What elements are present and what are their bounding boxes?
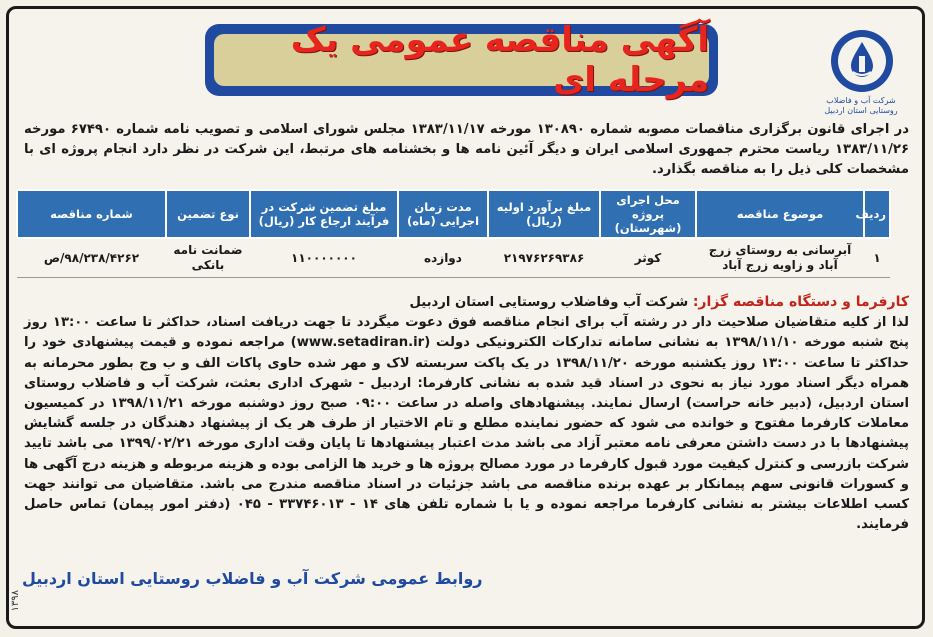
table-header-row [17, 190, 890, 238]
side-reference: ۱۳۹۸ [10, 590, 21, 612]
cell-guarantee-amount: ۱۱۰۰۰۰۰۰۰ [250, 238, 398, 278]
employer-section [24, 292, 909, 535]
col-header-location: محل اجرای پروژه (شهرستان) [600, 190, 696, 238]
col-header-tender-number: شماره مناقصه [17, 190, 166, 238]
col-header-row-number: ردیف [864, 190, 890, 238]
page-title: آگهی مناقصه عمومی یک مرحله ای [290, 20, 709, 100]
col-header-guarantee-amount: مبلغ تضمین شرکت در فرآیند ارجاع کار (ریال) [250, 190, 398, 238]
cell-location: کوثر [600, 238, 696, 278]
cell-guarantee-type: ضمانت نامه بانکی [166, 238, 250, 278]
table-row [17, 238, 890, 278]
logo-caption [811, 96, 911, 116]
employer-name: شرکت آب وفاضلاب روستایی استان اردبیل [409, 295, 689, 310]
logo-caption-line1: شرکت آب و فاضلاب [826, 96, 896, 105]
public-relations-footer: روابط عمومی شرکت آب و فاضلاب روستایی استان اردبیل [22, 569, 483, 588]
title-banner-inner [214, 20, 709, 100]
employer-heading [24, 292, 909, 313]
col-header-guarantee-type: نوع تضمین [166, 190, 250, 238]
col-header-subject: موضوع مناقصه [696, 190, 864, 238]
intro-paragraph: در اجرای قانون برگزاری مناقصات مصوبه شماره ۱۳۰۸۹۰ مورخه ۱۳۸۳/۱۱/۱۷ مجلس شورای اسلامی و تصویب نامه شماره ۶۷۴۹۰ مورخه ۱۳۸۳/۱۱/۲۶ ریاست محترم جمهوری اسلامی ایران و دیگر آئین نامه ها و بخشنامه های مرتبط، این شرکت در نظر دارد انجام پروژه ای با مشخصات کلی ذیل را به مناقصه بگذارد. [24, 122, 910, 177]
cell-tender-number: ۹۸/۲۳۸/۴۲۶۲/ص [17, 238, 166, 278]
cell-row-number: ۱ [864, 238, 890, 278]
employer-body: لذا از کلیه متقاضیان صلاحیت دار در رشته آب برای انجام مناقصه فوق دعوت میگردد تا جهت دریافت اسناد، حداکثر تا ساعت ۱۳:۰۰ روز پنج شنبه مورخه ۱۳۹۸/۱۱/۱۰ به نشانی سامانه تدارکات الکترونیکی دولت (www.setadiran.ir) مراجعه نموده و قیمت پیشنهادی خود را حداکثر تا ساعت ۱۳:۰۰ روز یکشنبه مورخه ۱۳۹۸/۱۱/۲۰ در یک پاکت سربسته لاک و مهر شده حاوی پاکات الف و ب وج بطور محرمانه به همراه دیگر اسناد مورد نیاز به نحوی در اسناد قید شده به نشانی کارفرما: اردبیل - شهرک اداری بعثت، شرکت آب و فاضلاب روستای استان اردبیل، (دبیر خانه حراست) ارسال نمایند. پیشنهادهای واصله در ساعت ۰۹:۰۰ صبح روز دوشنبه مورخه ۱۳۹۸/۱۱/۲۱ در کمیسیون معاملات کارفرما مفتوح و خوانده می شود که حضور نماینده مطلع و تام الاختیار از طرف هر یک از پیشنهاد دهندگان در جلسه گشایش پیشنهادها با در دست داشتن معرفی نامه معتبر آزاد می باشد مدت اعتبار پیشنهادها تا پایان وقت اداری مورخه ۱۳۹۹/۰۲/۲۱ می باشد تایید شرکت بازرسی و کنترل کیفیت مورد قبول کارفرما در مورد مصالح پروژه ها و خرید ها الزامی بوده و هزینه مربوطه و هزینه درج آگهی ها و کسورات قانونی سهم پیمانکار بر عهده برنده مناقصه می باشد جزئیات در اسناد مناقصه مندرج می باشد. متقاضیان می توانند جهت کسب اطلاعات بیشتر به نشانی کارفرما مراجعه نموده و یا با شماره تلفن های ۱۴ - ۳۳۷۴۶۰۱۳ - ۰۴۵ (دفتر امور پیمان) تماس حاصل فرمایند. [24, 315, 910, 533]
tender-table [16, 189, 891, 278]
company-logo-icon [829, 28, 895, 94]
title-banner [205, 20, 718, 100]
cell-subject: آبرسانی به روستای زرج آباد و زاویه زرج آباد [696, 238, 864, 278]
logo-caption-line2: روستایی استان اردبیل [824, 106, 898, 115]
col-header-estimate: مبلغ برآورد اولیه (ریال) [488, 190, 600, 238]
col-header-duration: مدت زمان اجرایی (ماه) [398, 190, 488, 238]
cell-duration: دوازده [398, 238, 488, 278]
employer-label: کارفرما و دستگاه مناقصه گزار: [692, 294, 909, 310]
cell-estimate: ۲۱۹۷۶۲۶۹۳۸۶ [488, 238, 600, 278]
